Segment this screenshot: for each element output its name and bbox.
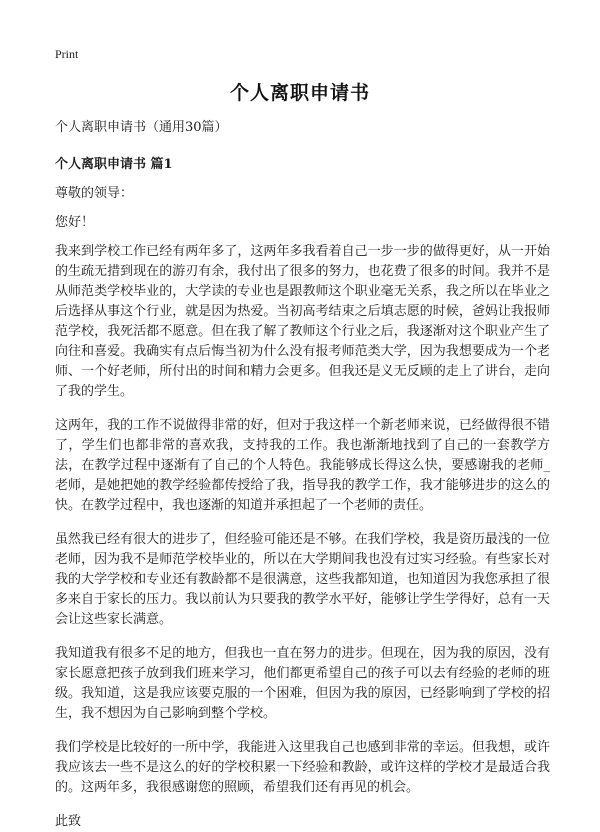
paragraph-2: 这两年，我的工作不说做得非常的好，但对于我这样一个新老师来说，已经做得很不错了，学生们也都非常的喜欢我，支持我的工作。我也渐渐地找到了自己的一套教学方法，在教学过程中逐渐有了自己的个人特色。我能够成长得这么快，要感谢我的老师_老师，是她把她的教学经验都传授给了我，指导我的教学工作，我才能够进步的这么的快。在教学过程中，我也逐渐的知道并承担起了一个老师的责任。 [55, 418, 550, 513]
closing: 此致 [55, 814, 82, 829]
paragraph-5: 我们学校是比较好的一所中学，我能进入这里我自己也感到非常的幸运。但我想，或许我应该去一些不是这么的好的学校积累一下经验和教龄，或许这样的学校才是最适合我的。这两年多，我很感谢您的照顾，希望我们还有再见的机会。 [55, 740, 550, 795]
paragraph-4: 我知道我有很多不足的地方，但我也一直在努力的进步。但现在，因为我的原因，没有家长愿意把孩子放到我们班来学习，他们都更希望自己的孩子可以去有经验的老师的班级。我知道，这是我应该要克服的一个困难，但因为我的原因，已经影响到了学校的招生，我不想因为自己影响到整个学校。 [55, 646, 550, 721]
print-link[interactable]: Print [55, 47, 79, 61]
greeting: 您好！ [55, 215, 95, 230]
section-heading: 个人离职申请书 篇1 [55, 157, 173, 172]
paragraph-1: 我来到学校工作已经有两年多了，这两年多我看着自己一步一步的做得更好，从一开始的生疏无措到现在的游刃有余，我付出了很多的努力，也花费了很多的时间。我并不是从师范类学校毕业的，大学读的专业也是跟教师这个职业毫无关系，我之所以在毕业之后选择从事这个行业，就是因为热爱。当初高考结束之后填志愿的时候，爸妈让我报师范学校，我死活都不愿意。但在我了解了教师这个行业之后，我逐渐对这个职业产生了向往和喜爱。我确实有点后悔当初为什么没有报考师范类大学，因为我想要成为一个老师、一个好老师，所付出的时间和精力会更多。但我还是义无反顾的走上了讲台，走向了我的学生。 [55, 244, 550, 399]
document-subtitle: 个人离职申请书（通用30篇） [55, 120, 228, 135]
document-body [55, 118, 550, 832]
paragraph-3: 虽然我已经有很大的进步了，但经验可能还是不够。在我们学校，我是资历最浅的一位老师，因为我不是师范学校毕业的，所以在大学期间我也没有过实习经验。有些家长对我的大学学校和专业还有教龄都不是很满意，这些我都知道，也知道因为我您承担了很多来自于家长的压力。我以前认为只要我的教学水平好，能够让学生学得好，总有一天会让这些家长满意。 [55, 532, 550, 627]
document-title: 个人离职申请书 [229, 82, 370, 104]
salutation: 尊敬的领导： [55, 186, 134, 201]
